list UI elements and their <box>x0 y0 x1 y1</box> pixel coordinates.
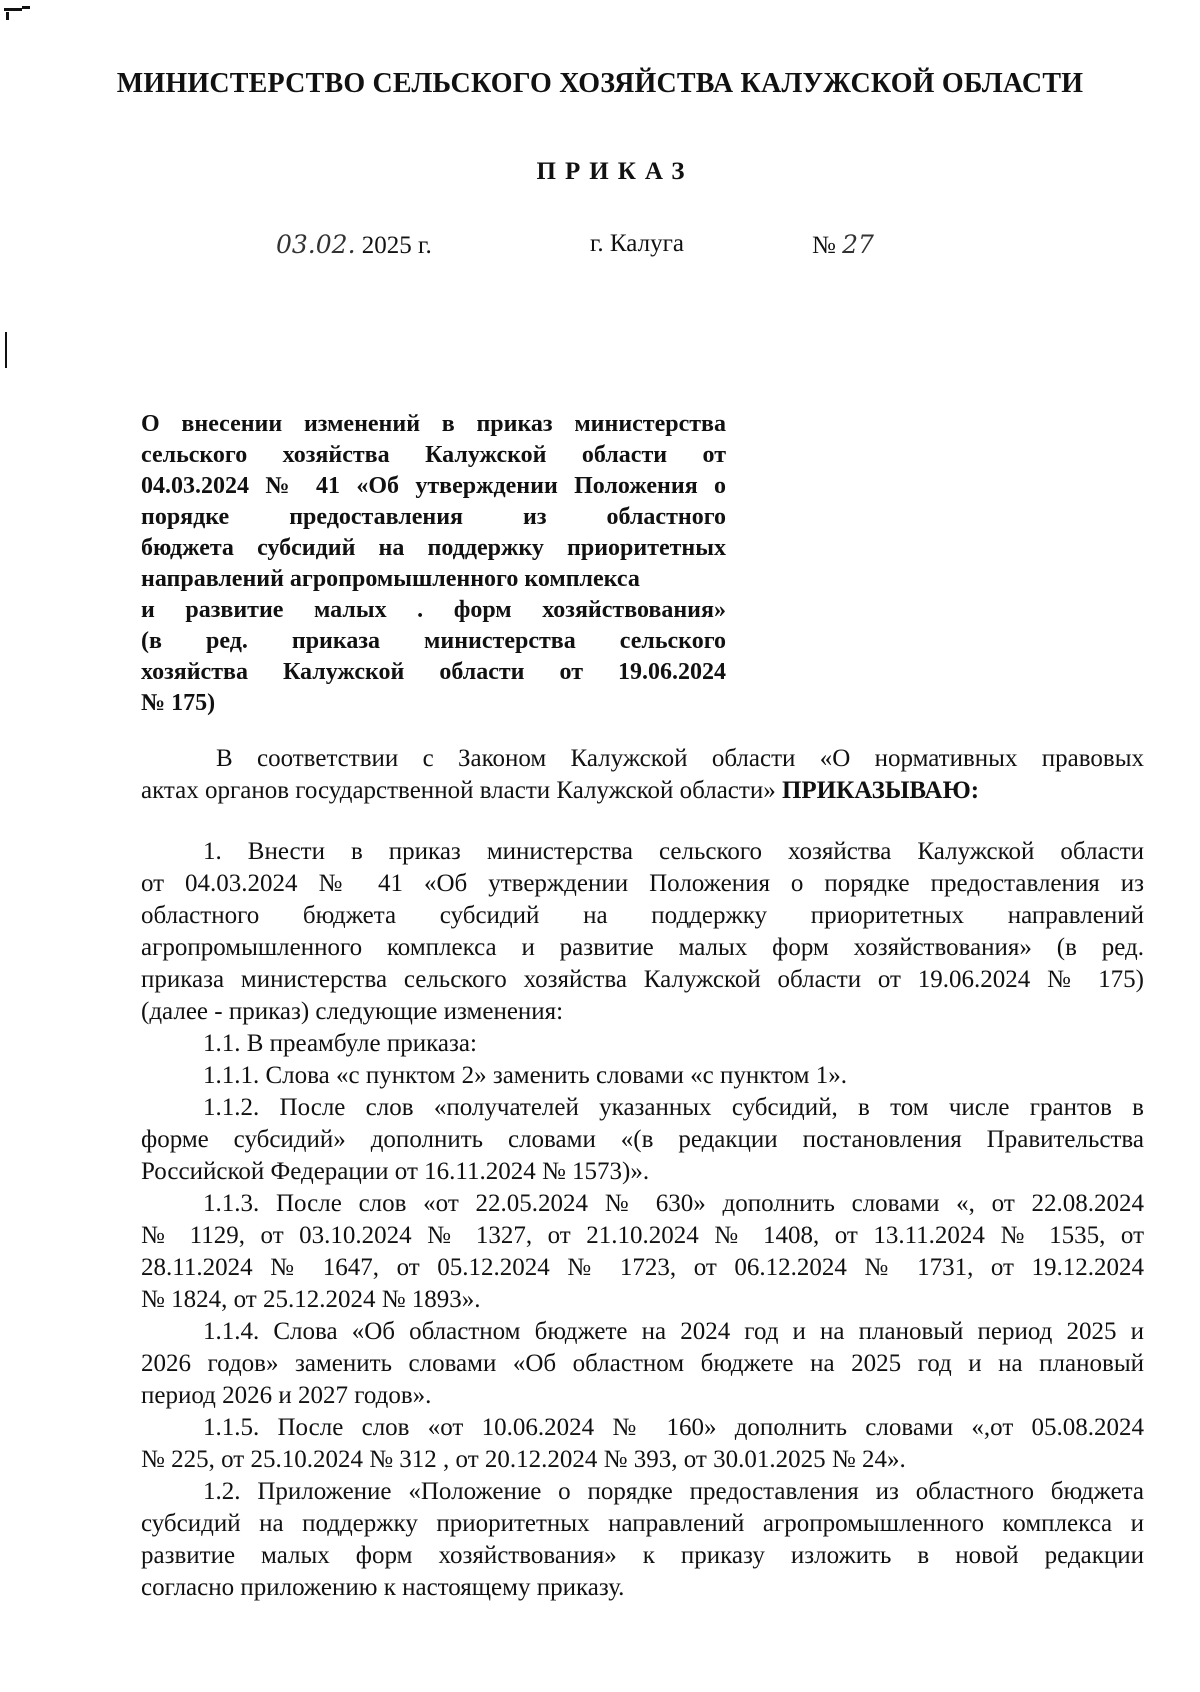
document-date <box>276 230 432 260</box>
body-line: согласно приложению к настоящему приказу. <box>141 1574 625 1601</box>
body-line: 1.1.1. Слова «с пунктом 2» заменить словами «с пунктом 1». <box>203 1062 848 1089</box>
handwritten-date: 03.02. <box>276 230 356 259</box>
handwritten-number: 27 <box>842 230 874 259</box>
body-line: приказа министерства сельского хозяйства Калужской области от 19.06.2024 № 175) <box>141 966 1144 993</box>
subject-line: № 175) <box>141 690 216 716</box>
subject-line: (в ред. приказа министерства сельского <box>141 628 726 654</box>
document-number <box>812 230 874 260</box>
body-line: 1.1.5. После слов «от 10.06.2024 № 160» дополнить словами «,от 05.08.2024 <box>203 1414 1144 1441</box>
scan-mark <box>6 12 9 20</box>
order-subject <box>141 409 726 719</box>
preamble-line <box>141 775 1144 807</box>
body-line: субсидий на поддержку приоритетных направлений агропромышленного комплекса и <box>141 1510 1144 1537</box>
subject-line: и развитие малых . форм хозяйствования» <box>141 597 726 623</box>
body-line: агропромышленного комплекса и развитие малых форм хозяйствования» (в ред. <box>141 934 1144 961</box>
body-line: 1.1. В преамбуле приказа: <box>203 1030 477 1057</box>
preamble <box>141 743 1144 807</box>
document-city: г. Калуга <box>590 230 684 257</box>
body-line: 1.1.3. После слов «от 22.05.2024 № 630» дополнить словами «, от 22.08.2024 <box>203 1190 1144 1217</box>
body-line: 28.11.2024 № 1647, от 05.12.2024 № 1723, от 06.12.2024 № 1731, от 19.12.2024 <box>141 1254 1144 1281</box>
body-line: областного бюджета субсидий на поддержку приоритетных направлений <box>141 902 1144 929</box>
subject-line: 04.03.2024 № 41 «Об утверждении Положения о <box>141 473 726 499</box>
body-line: № 1824, от 25.12.2024 № 1893». <box>141 1286 481 1313</box>
body-line: (далее - приказ) следующие изменения: <box>141 998 564 1025</box>
body-line: 1.2. Приложение «Положение о порядке предоставления из областного бюджета <box>203 1478 1144 1505</box>
scan-mark <box>5 332 7 368</box>
subject-line: порядке предоставления из областного <box>141 504 726 530</box>
scan-mark <box>4 8 22 11</box>
body-line: 1.1.2. После слов «получателей указанных субсидий, в том числе грантов в <box>203 1094 1144 1121</box>
subject-line: направлений агропромышленного комплекса <box>141 566 640 592</box>
subject-line: бюджета субсидий на поддержку приоритетных <box>141 535 726 561</box>
body-line: Российской Федерации от 16.11.2024 № 1573)». <box>141 1158 650 1185</box>
order-body <box>141 836 1144 1604</box>
scan-mark <box>22 6 30 9</box>
preamble-line: В соответствии с Законом Калужской области «О нормативных правовых <box>216 745 1144 772</box>
body-line: 1. Внести в приказ министерства сельского хозяйства Калужской области <box>203 838 1144 865</box>
body-line: от 04.03.2024 № 41 «Об утверждении Положения о порядке предоставления из <box>141 870 1144 897</box>
order-word: ПРИКАЗЫВАЮ: <box>781 777 980 804</box>
preamble-text: актах органов государственной власти Калужской области» <box>141 777 776 804</box>
ministry-heading: МИНИСТЕРСТВО СЕЛЬСКОГО ХОЗЯЙСТВА КАЛУЖСКОЙ ОБЛАСТИ <box>116 68 1084 99</box>
body-line: период 2026 и 2027 годов». <box>141 1382 432 1409</box>
number-prefix: № <box>812 232 836 259</box>
body-line: развитие малых форм хозяйствования» к приказу изложить в новой редакции <box>141 1542 1144 1569</box>
body-line: № 1129, от 03.10.2024 № 1327, от 21.10.2024 № 1408, от 13.11.2024 № 1535, от <box>141 1222 1144 1249</box>
body-line: 1.1.4. Слова «Об областном бюджете на 2024 год и на плановый период 2025 и <box>203 1318 1144 1345</box>
subject-line: О внесении изменений в приказ министерства <box>141 411 726 437</box>
subject-line: хозяйства Калужской области от 19.06.2024 <box>141 659 726 685</box>
subject-line: сельского хозяйства Калужской области от <box>141 442 726 468</box>
body-line: форме субсидий» дополнить словами «(в редакции постановления Правительства <box>141 1126 1144 1153</box>
document-title: ПРИКАЗ <box>536 158 694 185</box>
date-year: 2025 г. <box>361 232 432 259</box>
body-line: 2026 годов» заменить словами «Об областном бюджете на 2025 год и на плановый <box>141 1350 1144 1377</box>
body-line: № 225, от 25.10.2024 № 312 , от 20.12.2024 № 393, от 30.01.2025 № 24». <box>141 1446 906 1473</box>
